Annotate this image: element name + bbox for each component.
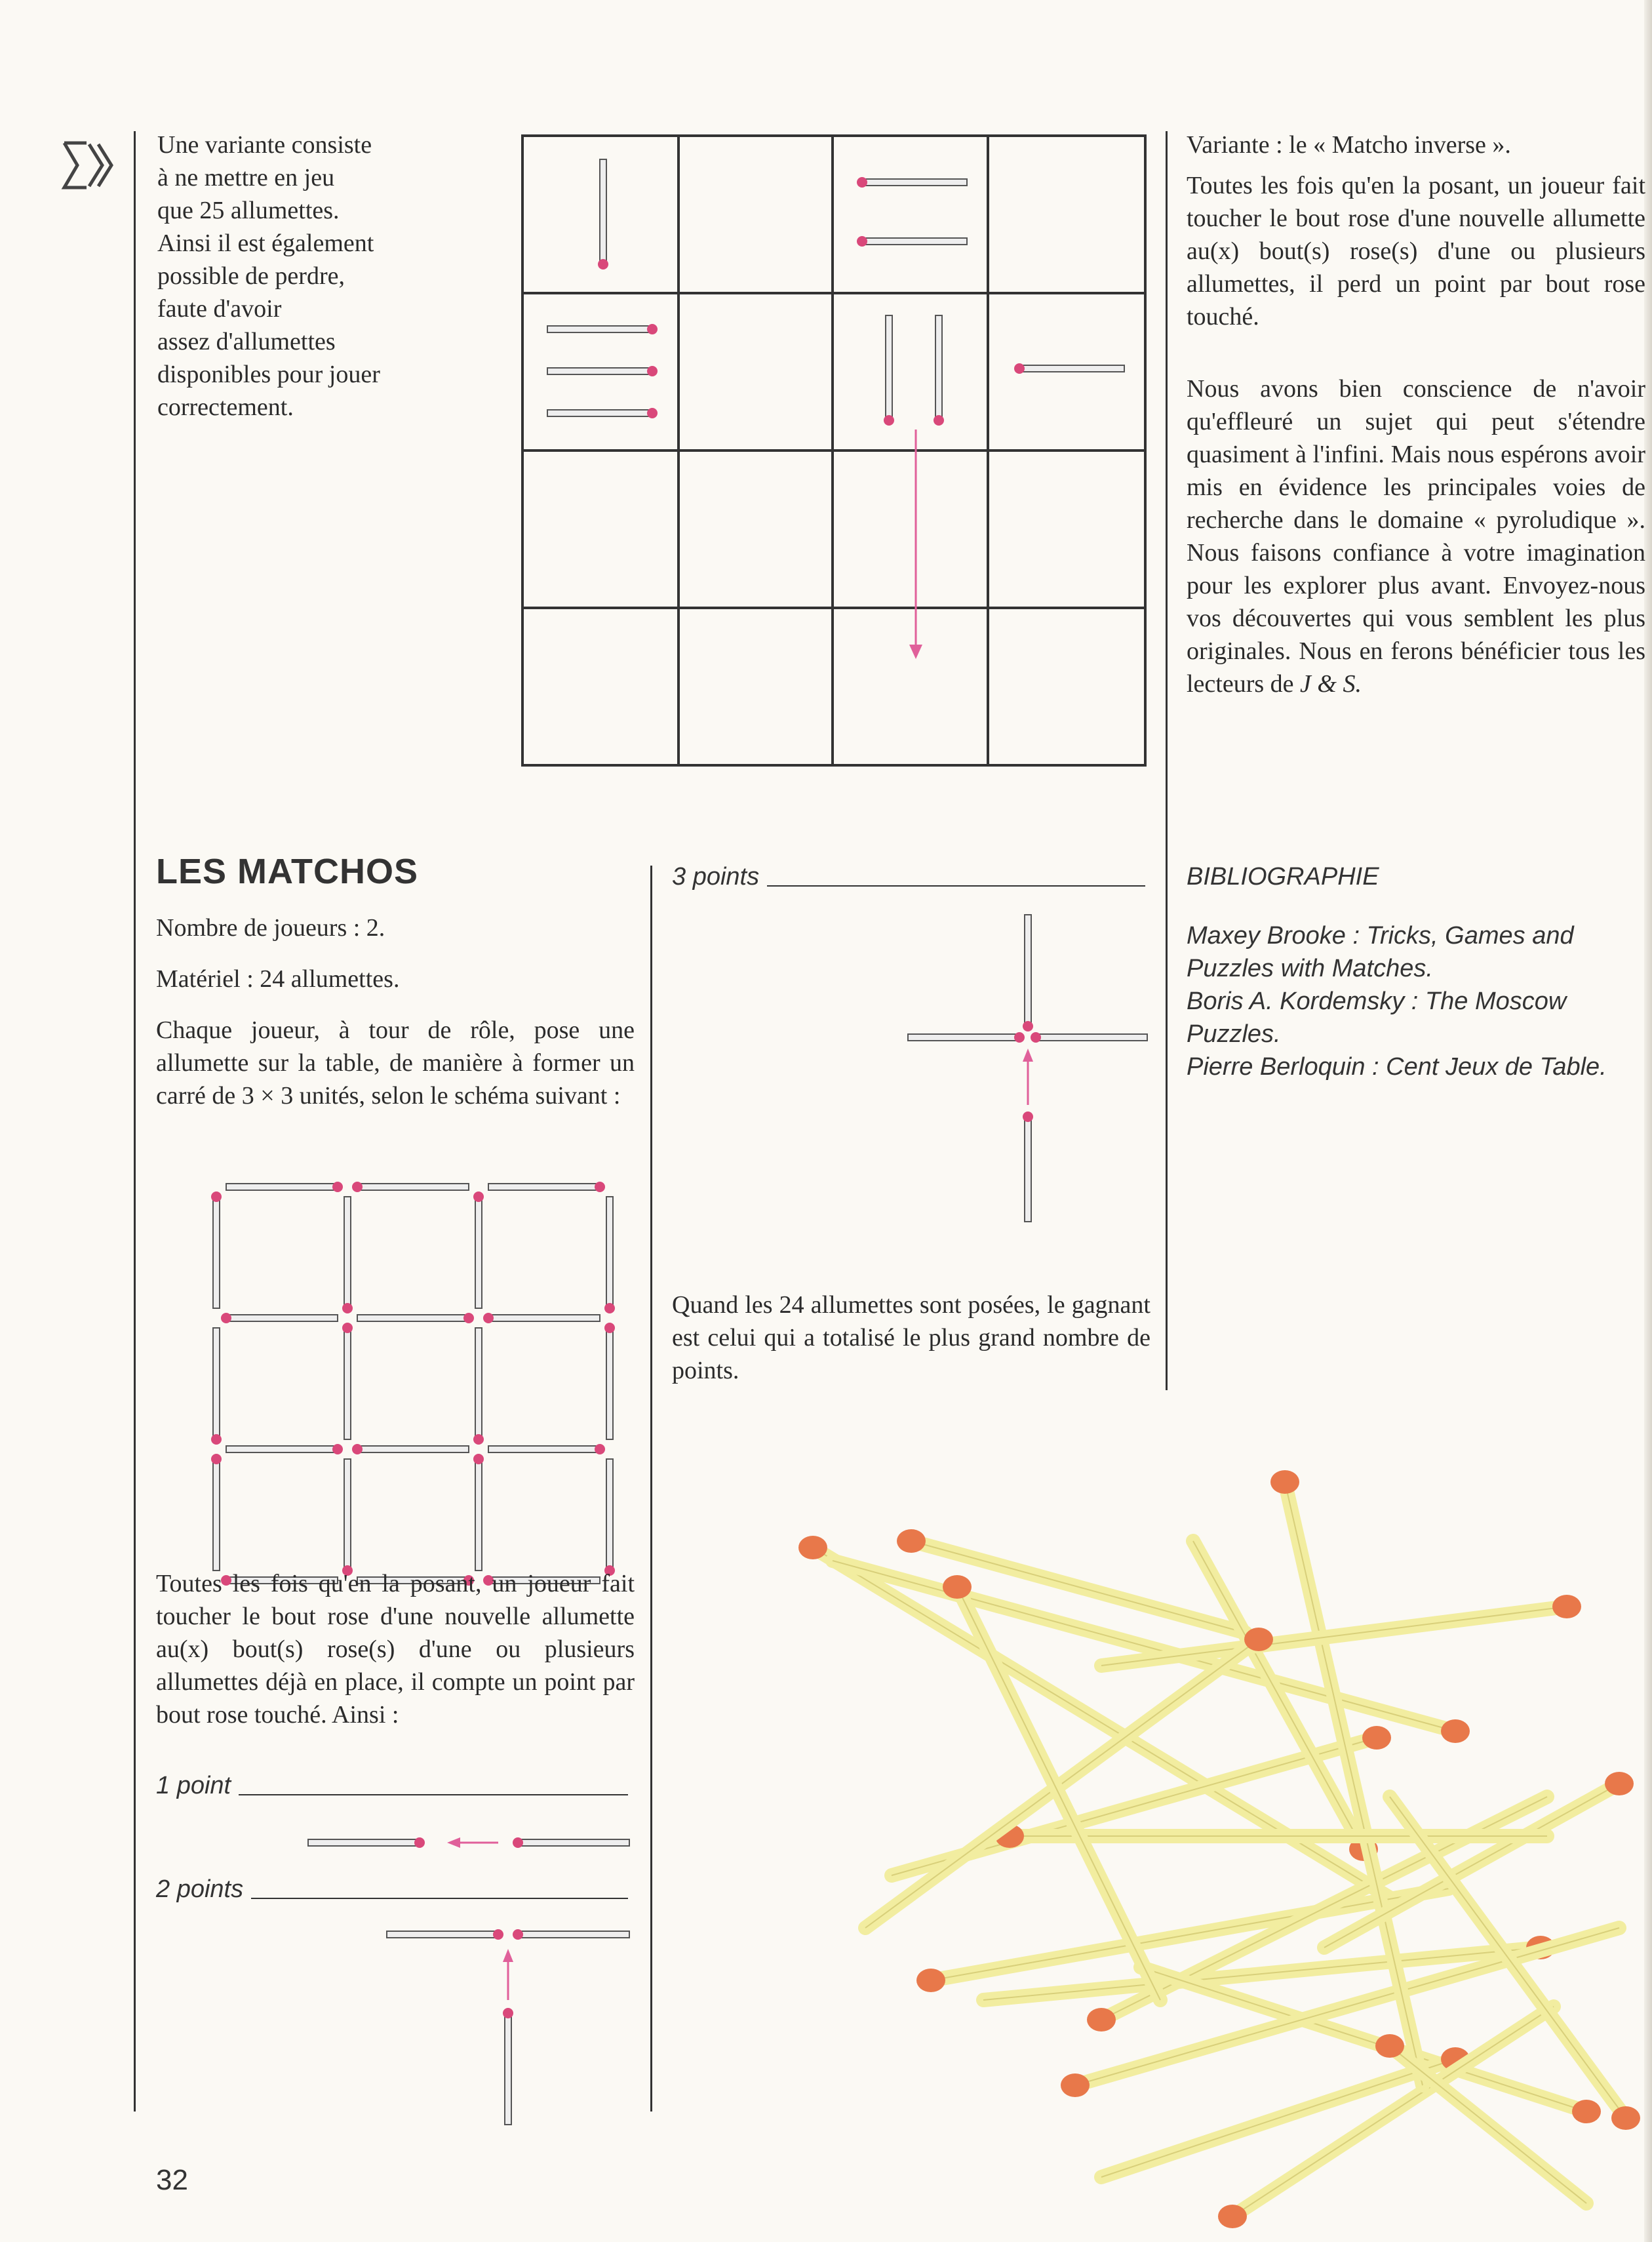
grid-match-head <box>342 1303 353 1313</box>
photo-match-head <box>1572 2100 1601 2123</box>
two-points-label-line <box>156 1873 628 1906</box>
bibliography-entry: Pierre Berloquin : Cent Jeux de Table. <box>1187 1053 1607 1081</box>
grid-match <box>357 1446 469 1452</box>
grid-match-head <box>332 1444 343 1454</box>
grid-match-head <box>473 1454 484 1464</box>
bibliography-entry: Maxey Brooke : Tricks, Games and Puzzles with Matches. <box>1187 922 1574 982</box>
grid-match <box>226 1184 338 1190</box>
matchos-column-1 <box>156 911 635 1131</box>
photo-match-head <box>1362 1726 1391 1750</box>
grid-match <box>344 1328 351 1439</box>
grid-match <box>475 1328 482 1439</box>
instructions-text: Chaque joueur, à tour de rôle, pose une allumette sur la table, de manière à former un carré de 3 × 3 unités, selon le schéma suivant : <box>156 1016 635 1110</box>
grid-match <box>226 1315 338 1321</box>
grid-match-head <box>604 1323 615 1333</box>
bibliography <box>1187 860 1645 1083</box>
grid-match <box>357 1315 469 1321</box>
variant-grid-diagram <box>521 134 1147 767</box>
photo-match-head <box>1087 2008 1116 2032</box>
forward-chevron-icon <box>60 139 119 191</box>
grid-match <box>213 1197 220 1308</box>
photo-match-edge <box>1101 2059 1455 2177</box>
grid-match-head <box>595 1182 605 1192</box>
photo-match-head <box>1441 1719 1470 1743</box>
grid-match-head <box>473 1191 484 1202</box>
grid-match-head <box>483 1313 494 1323</box>
three-points-label: 3 points <box>672 863 760 891</box>
grid-match <box>226 1446 338 1452</box>
grid-match <box>606 1459 613 1571</box>
section-title: LES MATCHOS <box>156 852 418 891</box>
grid-match-head <box>352 1182 363 1192</box>
players-text: Nombre de joueurs : 2. <box>156 914 385 942</box>
photo-match-head <box>943 1575 972 1599</box>
closing-text <box>1187 372 1645 700</box>
photo-match-edge <box>1390 2046 1586 2203</box>
matchstick-pile-photo <box>734 1390 1645 2236</box>
grid-match <box>213 1328 220 1439</box>
variant-rule-text: Toutes les fois qu'en la posant, un joueur fait toucher le bout rose d'une nouvelle allumette au(x) bout(s) rose(s) d'une ou plusieurs allumettes, il perd un point par bout rose touché. <box>1187 172 1645 330</box>
grid-match <box>488 1446 600 1452</box>
grid-match-head <box>221 1313 231 1323</box>
photo-match-edge <box>833 1561 1455 1731</box>
grid-match <box>606 1197 613 1308</box>
photo-match-head <box>1218 2205 1247 2228</box>
photo-match-head <box>1375 2034 1404 2058</box>
one-point-label-line <box>156 1769 628 1802</box>
material-text: Matériel : 24 allumettes. <box>156 965 400 993</box>
bibliography-heading: BIBLIOGRAPHIE <box>1187 863 1379 891</box>
three-points-label-line <box>672 860 1145 893</box>
two-points-diagram <box>380 1921 642 2131</box>
matchstick-3x3-grid <box>203 1174 629 1554</box>
grid-match-head <box>211 1454 222 1464</box>
grid-match <box>344 1459 351 1571</box>
photo-match-edge <box>1285 1482 1423 2085</box>
variant-title: Variante : le « Matcho inverse ». <box>1187 131 1511 159</box>
grid-match <box>475 1459 482 1571</box>
bibliography-entry: Boris A. Kordemsky : The Moscow Puzzles. <box>1187 988 1567 1048</box>
winner-text: Quand les 24 allumettes sont posées, le gagnant est celui qui a totalisé le plus grand nombre de points. <box>672 1291 1150 1384</box>
grid-match <box>213 1459 220 1571</box>
three-points-diagram <box>905 908 1154 1230</box>
closing-text-magazine: J & S. <box>1300 670 1362 698</box>
photo-match-head <box>916 1969 945 1992</box>
two-points-label: 2 points <box>156 1875 244 1903</box>
one-point-label: 1 point <box>156 1772 231 1799</box>
photo-match-head <box>1244 1628 1273 1651</box>
right-top-column <box>1187 129 1645 719</box>
grid-match-head <box>352 1444 363 1454</box>
photo-match-head <box>1611 2106 1640 2130</box>
grid-match-head <box>473 1434 484 1445</box>
grid-match <box>606 1328 613 1439</box>
grid-match <box>357 1184 469 1190</box>
grid-match <box>475 1197 482 1308</box>
photo-match-head <box>1605 1772 1634 1795</box>
grid-match-head <box>211 1434 222 1445</box>
variant-25-text: Une variante consiste à ne mettre en jeu que 25 allumettes. Ainsi il est également possible de perdre, faute d'avoir assez d'allumettes disponibles pour jouer correctement. <box>157 131 380 421</box>
grid-match-head <box>342 1323 353 1333</box>
photo-match-head <box>1061 2073 1090 2097</box>
one-point-diagram <box>302 1830 642 1856</box>
right-column-rule <box>1166 131 1168 1390</box>
grid-match-head <box>332 1182 343 1192</box>
grid-match <box>488 1315 600 1321</box>
page-number: 32 <box>156 2164 188 2196</box>
grid-match-head <box>595 1444 605 1454</box>
grid-match-head <box>211 1191 222 1202</box>
grid-match-head <box>463 1313 474 1323</box>
grid-match <box>344 1197 351 1308</box>
scoring-text: Toutes les fois qu'en la posant, un joueur fait toucher le bout rose d'une nouvelle allumette au(x) bout(s) rose(s) d'une ou plusieurs allumettes déjà en place, il compte un point par bout rose touché. Ainsi : <box>156 1570 635 1729</box>
grid-match-head <box>604 1303 615 1313</box>
photo-match-head <box>897 1529 926 1553</box>
left-column-rule <box>134 131 136 2112</box>
photo-match-head <box>1552 1595 1581 1618</box>
middle-column-rule <box>650 866 652 2112</box>
closing-text-body: Nous avons bien conscience de n'avoir qu'effleuré un sujet qui peut s'étendre quasiment à l'infini. Mais nous espérons avoir mis en évidence les principales voies de recherche dans le domaine « pyroludique ». Nous faisons confiance à votre imagination pour les explorer plus avant. Envoyez-nous vos découvertes qui vous semblent les plus originales. Nous en ferons bénéficier tous les lecteurs de <box>1187 375 1645 698</box>
photo-match-head <box>1270 1470 1299 1494</box>
grid-match <box>488 1184 600 1190</box>
photo-match-head <box>798 1536 827 1559</box>
